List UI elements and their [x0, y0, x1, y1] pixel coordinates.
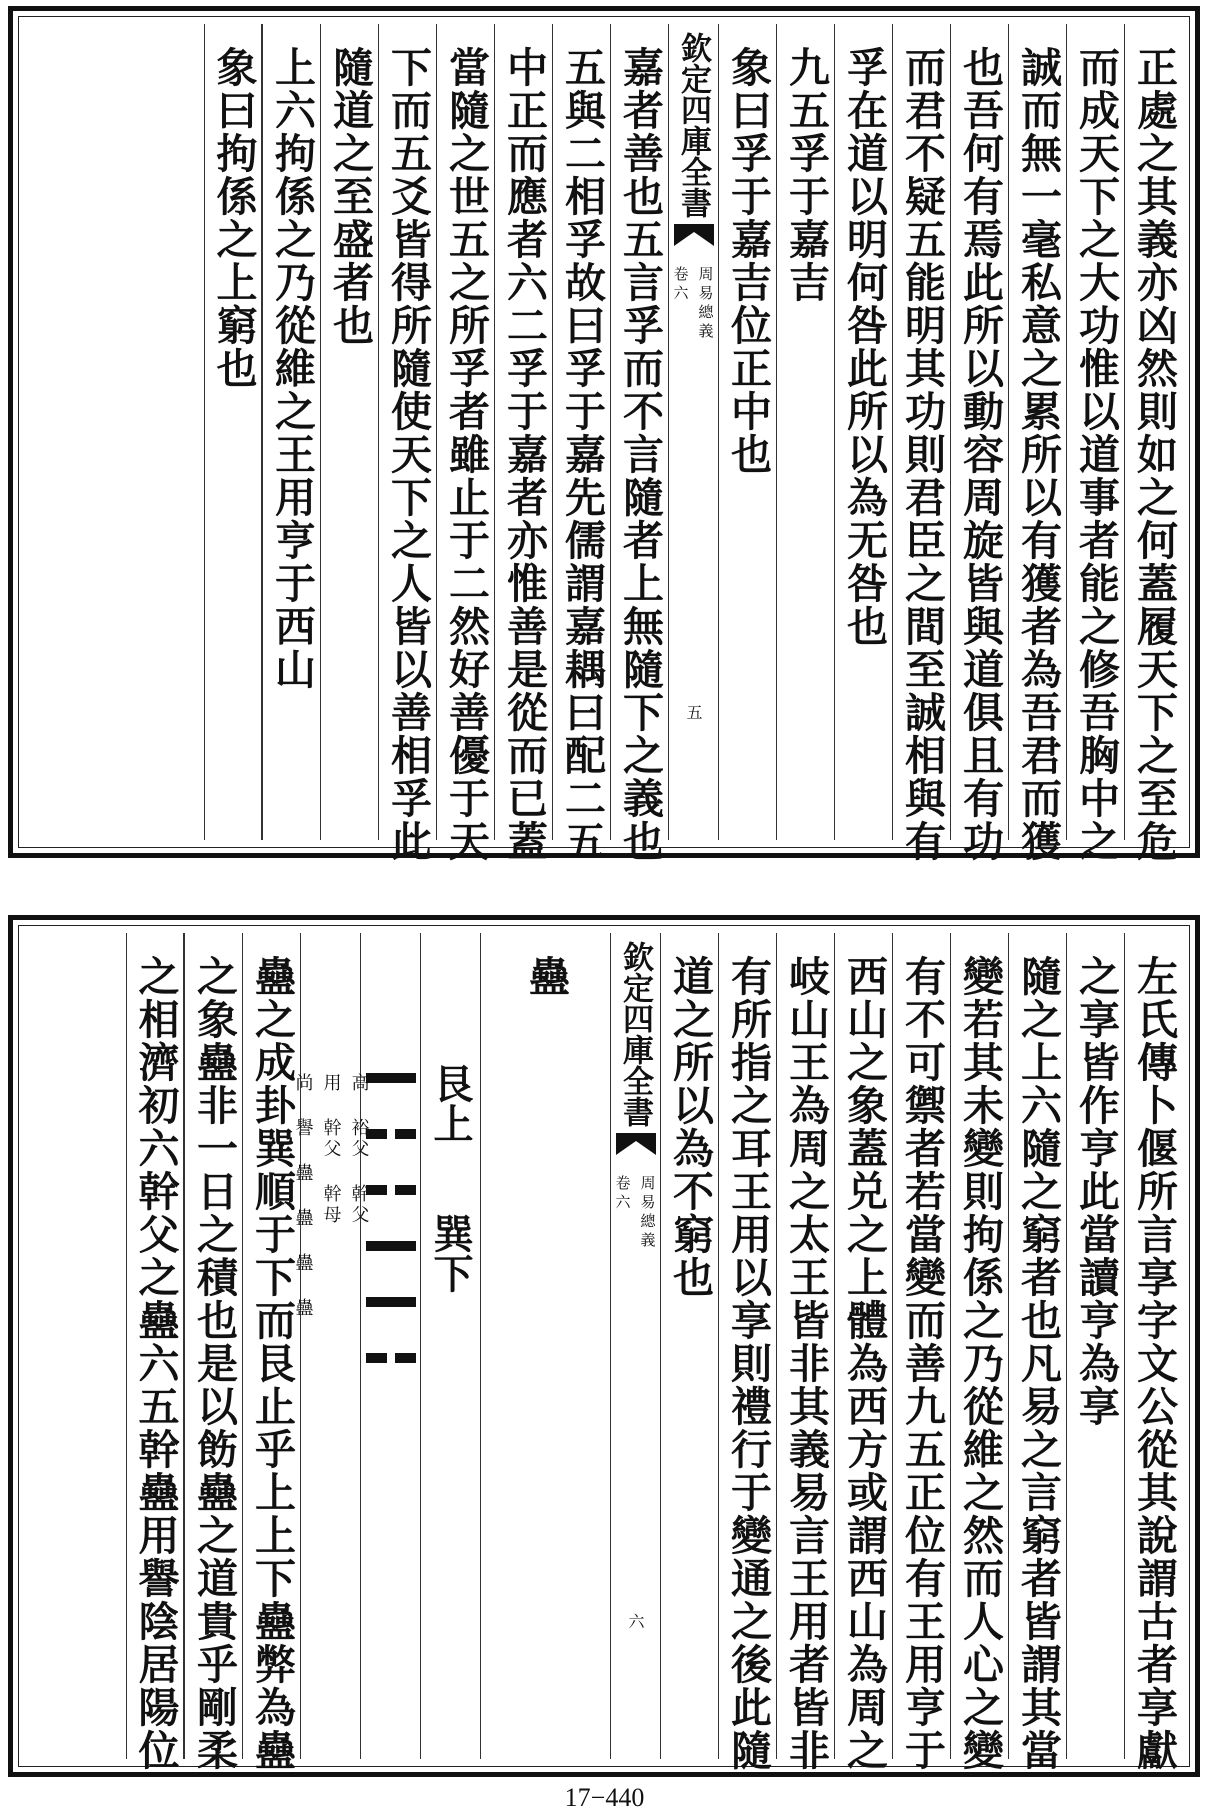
column-text: 左氏傳卜偃所言享字文公從其說謂古者享獻 [1130, 955, 1178, 1772]
column-text: 之享皆作亨此當讀亨為享 [1072, 955, 1120, 1428]
column-text: 中正而應者六二孚于嘉者亦惟善是從而已蓋 [500, 46, 548, 863]
text-column [1008, 933, 1066, 1772]
column-text: 蠱之成卦巽順于下而艮止乎上上下蠱弊為蠱 [248, 955, 296, 1772]
text-column [494, 24, 552, 863]
volume-number: 卷六 [671, 266, 690, 304]
volume-label [671, 266, 717, 342]
column-text: 象曰拘係之上窮也 [209, 46, 258, 390]
top-columns [26, 24, 1182, 863]
column-text: 變若其未變則拘係之乃從維之然而人心之變 [956, 955, 1004, 1772]
text-column [718, 24, 776, 840]
line-name-text: 高 裕父 幹父 [348, 1073, 370, 1226]
text-column [892, 24, 950, 863]
leaf-number: 六 [626, 1613, 645, 1629]
hexagram-yang-line [366, 1241, 416, 1251]
line-names-column [292, 933, 370, 1759]
hexagram-yin-line [366, 1353, 416, 1363]
hexagram-name: 蠱 [522, 955, 570, 998]
column-text: 而君不疑五能明其功則君臣之間至誠相與有 [898, 46, 946, 863]
text-column [552, 24, 610, 863]
column-text: 上六拘係之乃從維之王用亨于西山 [268, 46, 316, 691]
text-column [1124, 933, 1182, 1772]
trigram-upper: 艮上 [427, 1063, 474, 1143]
text-column [834, 24, 892, 840]
text-column [436, 24, 494, 863]
column-text: 象曰孚于嘉吉位正中也 [724, 46, 772, 476]
bottom-columns [26, 933, 1182, 1772]
column-text: 西山之象蓋兑之上體為西方或謂西山為周之 [840, 955, 888, 1772]
column-text: 道之所以為不窮也 [666, 955, 714, 1299]
fish-tail-mark-icon [674, 224, 714, 246]
trigram-column [420, 933, 480, 1759]
page-bottom [8, 915, 1200, 1777]
text-column [1124, 24, 1182, 863]
column-text: 五與二相孚故曰孚于嘉先儒謂嘉耦曰配二五 [558, 46, 606, 863]
text-column [892, 933, 950, 1772]
work-title: 周易總義 [696, 266, 715, 342]
text-column [776, 933, 834, 1772]
book-spine [668, 24, 718, 840]
text-column [950, 24, 1008, 863]
line-names [294, 933, 368, 1759]
column-text: 誠而無一毫私意之累所以有獲者為吾君而獲 [1014, 46, 1062, 863]
volume-label [613, 1175, 659, 1251]
hexagram-lines [366, 933, 416, 1759]
column-text: 而成天下之大功惟以道事者能之修吾胸中之 [1072, 46, 1120, 863]
line-name-text: 尚 譽 蠱 蠱 蠱 蠱 [292, 1073, 314, 1319]
book-title: 欽定四庫全書 [675, 32, 711, 218]
text-column [242, 933, 300, 1772]
column-text: 嘉者善也五言孚而不言隨者上無隨下之義也 [616, 46, 664, 863]
column-text: 隨道之至盛者也 [326, 46, 374, 347]
volume-number: 卷六 [613, 1175, 632, 1213]
column-text: 也吾何有焉此所以動容周旋皆與道俱且有功 [956, 46, 1004, 863]
column-text: 當隨之世五之所孚者雖止于二然好善優于天 [442, 46, 490, 863]
hexagram-name-column [480, 933, 610, 1759]
text-column [950, 933, 1008, 1772]
book-spine [610, 933, 660, 1759]
text-column [204, 24, 262, 840]
text-column [1066, 24, 1124, 863]
book-title: 欽定四庫全書 [617, 941, 653, 1127]
trigram-lower: 巽下 [427, 1213, 474, 1293]
page-top [8, 6, 1200, 863]
text-column [660, 933, 718, 1759]
fish-tail-mark-icon [616, 1133, 656, 1155]
hexagram-yin-line [366, 1185, 416, 1195]
hexagram-yin-line [366, 1129, 416, 1139]
column-text: 有不可禦者若當變而善九五正位有王用亨于 [898, 955, 946, 1772]
column-text: 隨之上六隨之窮者也凡易之言窮者皆謂其當 [1014, 955, 1062, 1772]
column-text: 有所指之耳王用以享則禮行于變通之後此隨 [724, 955, 772, 1772]
text-column [718, 933, 776, 1772]
text-column [1008, 24, 1066, 863]
column-text: 之象蠱非一日之積也是以飭蠱之道貴乎剛柔 [190, 955, 238, 1772]
text-column [1066, 933, 1124, 1759]
text-column [378, 24, 436, 863]
text-column [126, 933, 184, 1772]
page-number: 17−440 [564, 1783, 645, 1812]
column-text: 正處之其義亦凶然則如之何蓋履天下之至危 [1130, 46, 1178, 863]
column-text: 孚在道以明何咎此所以為无咎也 [840, 46, 888, 648]
text-column [320, 24, 378, 840]
hexagram-figure [360, 933, 420, 1759]
work-title: 周易總義 [638, 1175, 657, 1251]
column-text: 岐山王為周之太王皆非其義易言王用者皆非 [782, 955, 830, 1772]
column-text: 九五孚于嘉吉 [782, 46, 830, 304]
text-column [610, 24, 668, 863]
hexagram-yang-line [366, 1297, 416, 1307]
text-column [184, 933, 242, 1772]
column-text: 下而五爻皆得所隨使天下之人皆以善相孚此 [384, 46, 432, 863]
line-name-text: 用 幹父 幹母 [320, 1073, 342, 1226]
text-column [776, 24, 834, 840]
leaf-number: 五 [684, 704, 703, 720]
text-column [834, 933, 892, 1772]
trigram-labels [422, 933, 479, 1759]
column-text: 之相濟初六幹父之蠱六五幹蠱用譽陰居陽位 [131, 955, 180, 1772]
text-column [262, 24, 320, 840]
hexagram-yang-line [366, 1073, 416, 1083]
